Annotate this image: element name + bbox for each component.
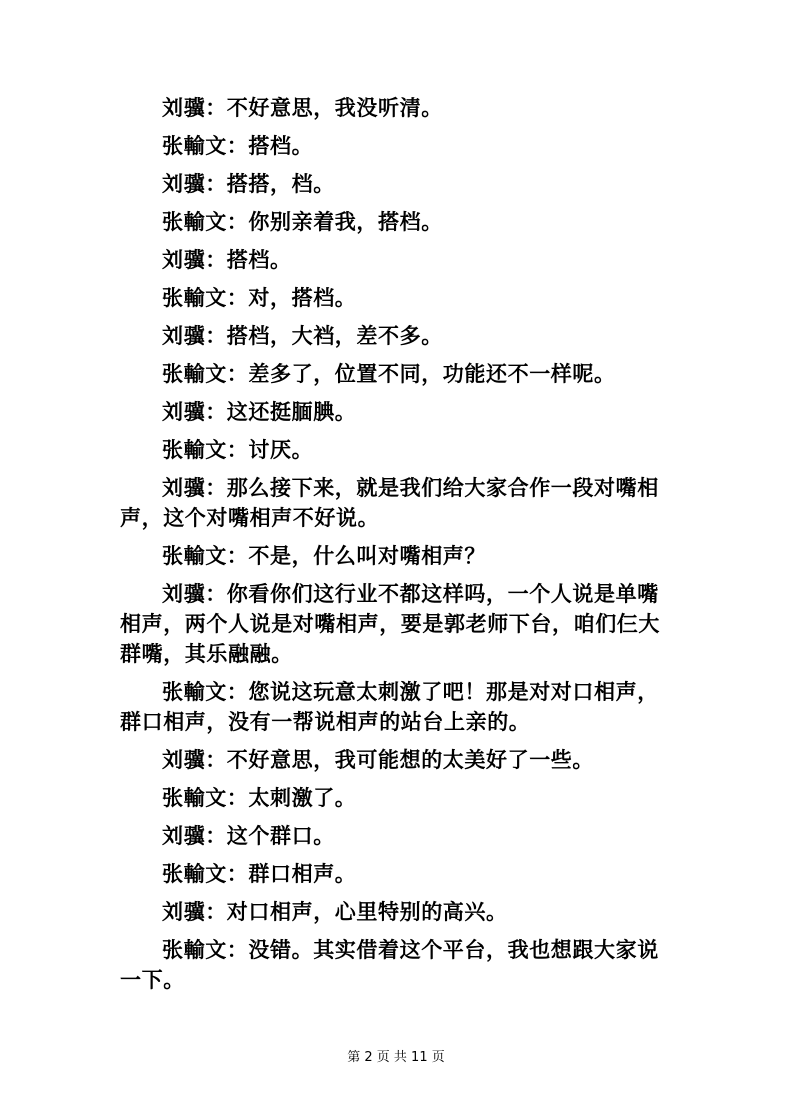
dialogue-paragraph: 张輸文：太刺激了。: [162, 785, 357, 810]
dialogue-paragraph: 刘骥：不好意思，我可能想的太美好了一些。: [162, 747, 594, 772]
dialogue-paragraph: 刘骥：这个群口。: [162, 823, 335, 848]
dialogue-paragraph: 张輸文：讨厌。: [162, 437, 314, 462]
dialogue-paragraph: 张輸文：对，搭档。: [162, 285, 357, 310]
dialogue-paragraph: 刘骥：这还挺腼腆。: [162, 399, 357, 424]
dialogue-paragraph: 刘骥：那么接下来，就是我们给大家合作一段对嘴相声，这个对嘴相声不好说。: [120, 475, 659, 530]
page-number-footer: 第 2 页 共 11 页: [347, 1050, 445, 1065]
dialogue-paragraph: 张輸文：搭档。: [162, 133, 314, 158]
document-body: [120, 93, 660, 1003]
dialogue-paragraph: 张輸文：不是，什么叫对嘴相声？: [162, 543, 486, 568]
dialogue-paragraph: 张輸文：差多了，位置不同，功能还不一样呢。: [162, 361, 616, 386]
dialogue-paragraph: 刘骥：对口相声，心里特别的高兴。: [162, 899, 508, 924]
dialogue-paragraph: 刘骥：搭档，大裆，差不多。: [162, 323, 443, 348]
dialogue-paragraph: 张輸文：您说这玩意太刺激了吧！那是对对口相声，群口相声，没有一帮说相声的站台上亲的。: [120, 679, 659, 734]
dialogue-paragraph: 张輸文：没错。其实借着这个平台，我也想跟大家说一下。: [120, 937, 659, 992]
dialogue-paragraph: 刘骥：搭搭，档。: [162, 171, 335, 196]
dialogue-paragraph: 刘骥：搭档。: [162, 247, 292, 272]
dialogue-paragraph: 刘骥：不好意思，我没听清。: [162, 95, 443, 120]
dialogue-paragraph: 张輸文：你别亲着我，搭档。: [162, 209, 443, 234]
dialogue-paragraph: 刘骥：你看你们这行业不都这样吗，一个人说是单嘴相声，两个人说是对嘴相声，要是郭老师下台，咱们仨大群嘴，其乐融融。: [120, 581, 660, 666]
dialogue-paragraph: 张輸文：群口相声。: [162, 861, 357, 886]
